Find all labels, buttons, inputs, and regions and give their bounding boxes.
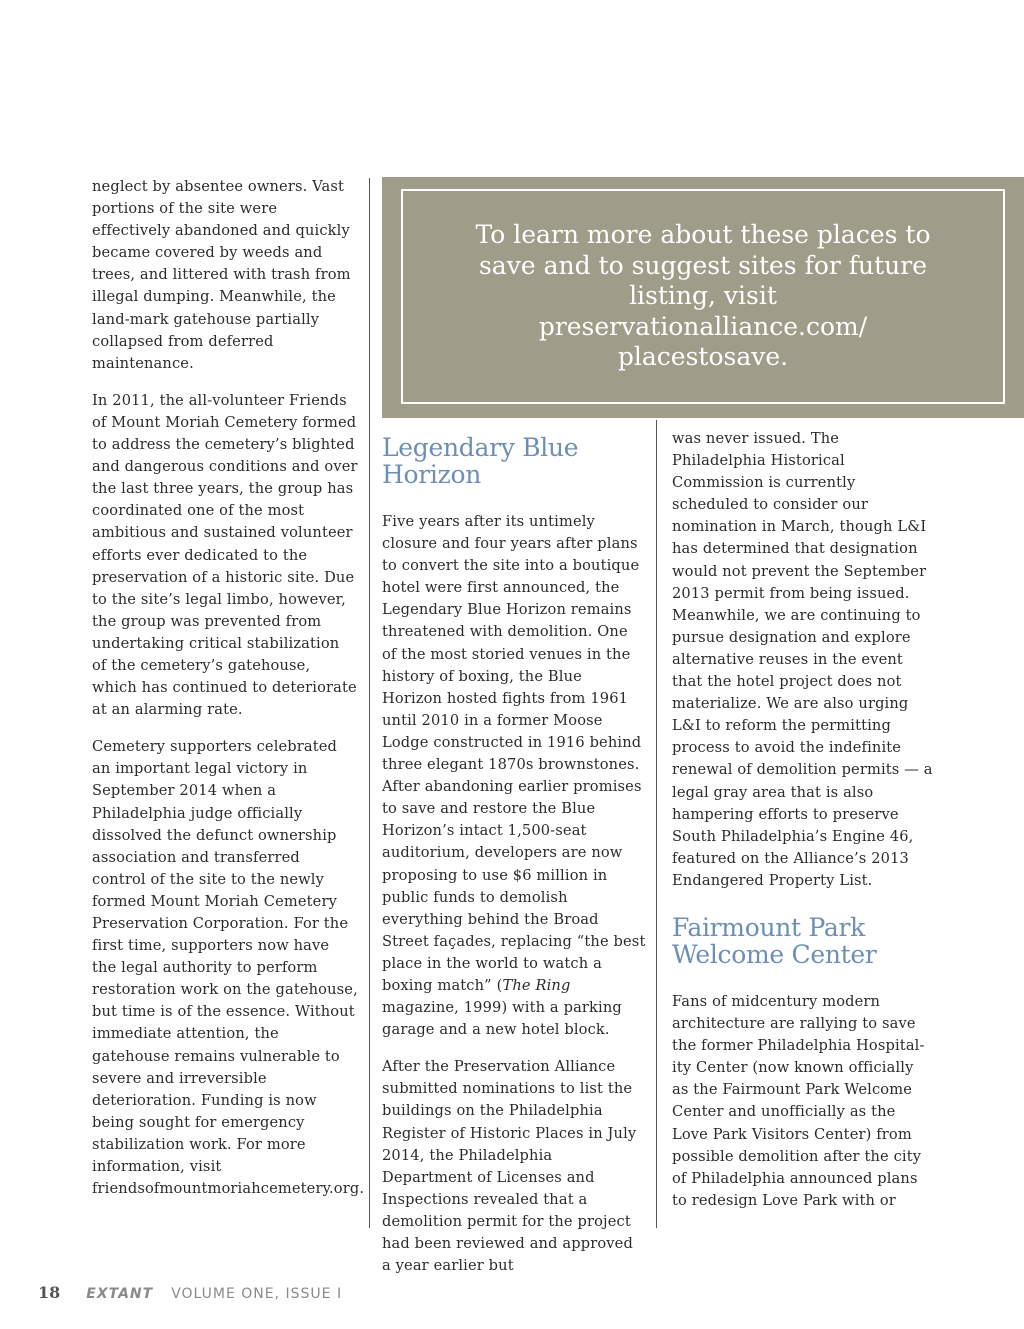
callout-frame (401, 189, 1005, 404)
text-run: magazine, 1999) with a parking garage and a new hotel block. (382, 999, 622, 1039)
article-column-left (92, 176, 365, 1200)
body-paragraph: Cemetery supporters celebrated an important legal victory in September 2014 when a Philadelphia judge officially dissolved the defunct ownership association and transferred control of the site to the newly formed Mount Moriah Cemetery Preservation Corporation. For the first time, supporters now have the legal authority to perform restoration work on the gatehouse, but time is of the essence. Without immediate attention, the gatehouse remains vulnerable to severe and irreversible deterioration. Funding is now being sought for emergency stabilization work. For more information, visit friendsofmountmoriahcemetery.org. (92, 738, 365, 1198)
section-heading-blue-horizon: Legendary Blue Horizon (382, 433, 579, 489)
column-divider (656, 420, 657, 1228)
issue-label: VOLUME ONE, ISSUE I (171, 1286, 343, 1302)
callout-box (382, 177, 1024, 418)
page-number: 18 (38, 1283, 61, 1302)
body-paragraph: was never issued. The Philadelphia Historical Commission is currently scheduled to consider our nomination in March, though L&I has determined that designation would not prevent the September 2013 permit from being issued. Meanwhile, we are continuing to pursue designation and explore alternative reuses in the event that the hotel project does not materialize. We are also urging L&I to reform the permitting process to avoid the indefinite renewal of demolition permits — a legal gray area that is also hampering efforts to preserve South Philadelphia’s Engine 46, featured on the Alliance’s 2013 Endangered Property List. (672, 430, 933, 889)
callout-text: To learn more about these places to save and to suggest sites for future listing, visit preservationalliance.com/ placestosave. (475, 220, 931, 372)
body-paragraph: After the Preservation Alliance submitted nominations to list the buildings on the Philadelphia Register of Historic Places in July 2014, the Philadelphia Department of Licenses and Inspections revealed that a demolition permit for the project had been reviewed and approved a year earlier but (382, 1058, 637, 1275)
article-column-right-lower (672, 991, 934, 1212)
magazine-title: The Ring (502, 976, 571, 994)
article-column-middle (382, 511, 646, 1277)
column-divider (369, 178, 370, 1228)
page-footer (38, 1283, 342, 1302)
section-heading-fairmount-park: Fairmount Park Welcome Center (672, 913, 877, 969)
text-run: Five years after its untimely closure and four years after plans to convert the site into a boutique hotel were first announced, the Legendary Blue Horizon remains threatened with demolition. One of the most storied venues in the history of boxing, the Blue Horizon hosted fights from 1961 until 2010 in a former Moose Lodge constructed in 1916 behind three elegant 1870s brownstones. After abandoning earlier promises to save and restore the Blue Horizon’s intact 1,500-seat auditorium, developers are now proposing to use $6 million in public funds to demolish everything behind the Broad Street façades, replacing “the best place in the world to watch a boxing match” ( (382, 513, 646, 994)
body-paragraph: In 2011, the all-volunteer Friends of Mount Moriah Cemetery formed to address the cemetery’s blighted and dangerous conditions and over the last three years, the group has coordinated one of the most ambitious and sustained volunteer efforts ever dedicated to the preservation of a historic site. Due to the site’s legal limbo, however, the group was prevented from undertaking critical stabilization of the cemetery’s gatehouse, which has continued to deteriorate at an alarming rate. (92, 391, 358, 719)
body-paragraph: neglect by absentee owners. Vast portions of the site were effectively abandoned and quickly became covered by weeds and trees, and littered with trash from illegal dumping. Meanwhile, the land-mark gatehouse partially collapsed from deferred maintenance. (92, 178, 351, 372)
body-paragraph (382, 511, 646, 1041)
publication-name: EXTANT (86, 1286, 154, 1302)
article-column-right (672, 428, 934, 892)
body-paragraph: Fans of midcentury modern architecture are rallying to save the former Philadelphia Hospital-ity Center (now known officially as the Fairmount Park Welcome Center and unofficially as the Love Park Visitors Center) from possible demolition after the city of Philadelphia announced plans to redesign Love Park with or (672, 993, 925, 1209)
